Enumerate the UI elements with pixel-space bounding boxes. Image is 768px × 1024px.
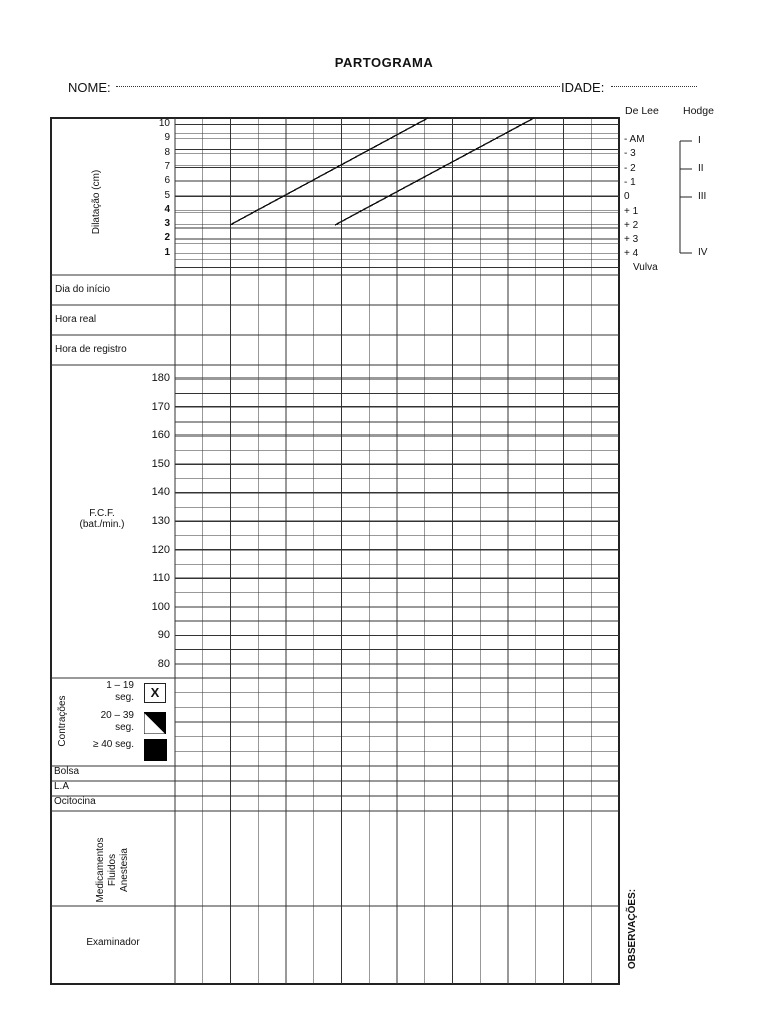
dilatation-tick: 2	[164, 232, 170, 244]
fcf-tick: 120	[151, 543, 170, 556]
bolsa-label: Bolsa	[54, 766, 80, 777]
contraction-legend-1-line1: 1 – 19	[106, 680, 134, 691]
fcf-tick: 170	[151, 400, 170, 413]
de-lee-station: 0	[624, 191, 630, 203]
examinador-label: Examinador	[86, 937, 140, 948]
page-title: PARTOGRAMA	[334, 55, 434, 70]
de-lee-station: - 2	[624, 162, 636, 174]
fcf-tick: 180	[151, 372, 170, 384]
alert-line	[230, 118, 428, 225]
fcf-tick: 150	[151, 457, 170, 470]
observacoes-label: OBSERVAÇÕES:	[627, 888, 638, 970]
record-time-label: Hora de registro	[55, 344, 127, 355]
contraction-legend-2-line1: 20 – 39	[100, 710, 134, 721]
dilatation-tick: 1	[164, 246, 170, 258]
de-lee-station: + 2	[624, 219, 639, 231]
ocitocina-label: Ocitocina	[54, 796, 96, 807]
contraction-legend-3: ≥ 40 seg.	[92, 739, 134, 750]
fcf-tick: 160	[151, 429, 170, 442]
action-line	[335, 118, 534, 225]
medications-label	[95, 820, 131, 920]
fcf-tick: 130	[151, 515, 170, 527]
fcf-label	[54, 508, 150, 530]
de-lee-station: - 3	[624, 148, 636, 160]
de-lee-station: + 1	[624, 205, 639, 217]
x-symbol-box: X	[144, 683, 166, 703]
de-lee-station: - 1	[624, 176, 636, 188]
contraction-legend-1-line2: seg.	[115, 692, 134, 703]
la-label: L.A	[54, 781, 70, 792]
contraction-legend-2	[88, 710, 134, 734]
dilatation-tick: 8	[164, 146, 170, 158]
hodge-plane: I	[698, 135, 701, 146]
filled-symbol	[144, 739, 167, 761]
dilatation-tick: 5	[164, 189, 170, 201]
dilatation-tick: 6	[164, 175, 170, 187]
dilatation-label: Dilatação (cm)	[91, 169, 102, 235]
vulva-label: Vulva	[633, 262, 658, 273]
de-lee-station: - AM	[624, 134, 645, 145]
dilatation-tick: 3	[164, 218, 170, 230]
hodge-plane: II	[698, 163, 704, 174]
de-lee-station: + 3	[624, 234, 639, 246]
medications-line3: Anestesia	[119, 848, 130, 892]
de-lee-station: + 4	[624, 248, 639, 260]
day-start-label: Dia do início	[55, 284, 111, 295]
half-filled-symbol	[144, 712, 166, 734]
real-time-label: Hora real	[55, 314, 97, 325]
dilatation-tick: 4	[164, 203, 170, 215]
fcf-tick: 140	[151, 486, 170, 499]
contractions-label: Contrações	[57, 695, 68, 747]
fcf-tick: 90	[157, 629, 170, 642]
dilatation-tick: 10	[158, 118, 170, 129]
medications-line1: Medicamentos	[95, 837, 106, 903]
fcf-label-line1: F.C.F.	[89, 508, 115, 519]
hodge-header: Hodge	[683, 105, 714, 117]
de-lee-header: De Lee	[625, 105, 659, 117]
medications-line2: Fluidos	[107, 853, 118, 887]
hodge-plane: III	[698, 191, 707, 202]
fcf-tick: 110	[152, 572, 170, 585]
contraction-legend-1	[92, 680, 134, 704]
name-label: NOME:	[68, 80, 111, 95]
hodge-plane: IV	[698, 247, 708, 258]
age-label: IDADE:	[561, 80, 605, 95]
fcf-tick: 80	[157, 658, 170, 670]
fcf-tick: 100	[151, 600, 170, 613]
fcf-label-line2: (bat./min.)	[79, 519, 125, 530]
contraction-legend-2-line2: seg.	[115, 722, 134, 733]
dilatation-tick: 9	[164, 132, 170, 144]
dilatation-tick: 7	[164, 160, 170, 172]
